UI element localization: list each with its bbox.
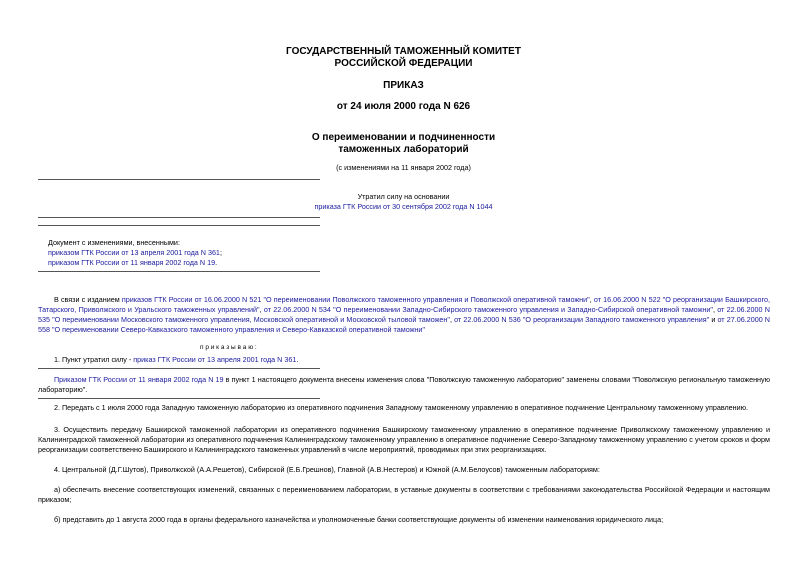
document-subject-line-1: О переименовании и подчиненности	[311, 132, 496, 143]
amendment-comment: Приказом ГТК России от 11 января 2002 года N 19 в пункт 1 настоящего документа внесены изменения слова "Поволжскую таможенную лабораторию" заменены словами "Поволжскую региональную таможенную лабораторию".	[38, 375, 770, 394]
divider	[38, 368, 320, 369]
item-1-link[interactable]: приказ ГТК России от 13 апреля 2001 года N 361	[133, 355, 297, 364]
item-1: 1. Пункт утратил силу - приказ ГТК России от 13 апреля 2001 года N 361.	[54, 355, 299, 364]
order-link-522[interactable]: от 16.06.2000 N 522 "О реорганизации Башкирского, Татарского, Приволжского и Уральского таможенных управлений"	[38, 295, 770, 314]
order-link-521[interactable]: приказов ГТК России от 16.06.2000 N 521 "О переименовании Поволжского таможенного управления и Поволжской оперативной таможни"	[121, 295, 590, 304]
divider	[38, 398, 320, 399]
item-2: 2. Передать с 1 июля 2000 года Западную таможенную лабораторию из оперативного подчинения Западному таможенному управлению в оперативное подчинение Центральному таможенному управлению.	[54, 403, 749, 412]
order-link-534[interactable]: от 22.06.2000 N 534 "О переименовании Западно-Сибирского таможенного управления и Западно-Сибирской оперативной таможни"	[263, 305, 713, 314]
item-4b: б) представить до 1 августа 2000 года в органы федерального казначейства и уполномоченные банки соответствующие документы об изменении наименования юридического лица;	[54, 515, 664, 524]
order-word: п р и к а з ы в а ю :	[200, 344, 257, 351]
order-link-558[interactable]: от 27.06.2000 N 558 "О переименовании Северо-Кавказского таможенного управления и Северо-Кавказской оперативной таможни"	[38, 315, 770, 334]
order-link-535[interactable]: от 22.06.2000 N 535 "О переименовании Московского таможенного управления, Московской оперативной и Московской тыловой таможен"	[38, 305, 770, 324]
amendment-item	[48, 258, 217, 267]
item-3: 3. Осуществить передачу Башкирской таможенной лаборатории из оперативного подчинения Башкирскому таможенному управлению в оперативное подчинение Приволжскому таможенному управлению и Калининградской таможенной лаборатории из оперативного подчинения Калининградскому таможенному управлению в оперативное подчинение Северо-Западному таможенному управлению с учетом сроков и форм реорганизации соответственно Башкирского и Калининградского таможенных управлений в числе мероприятий, проводимых при этих реорганизациях.	[38, 425, 770, 454]
issuer-line-1: ГОСУДАРСТВЕННЫЙ ТАМОЖЕННЫЙ КОМИТЕТ	[286, 46, 521, 57]
item-4a: а) обеспечить внесение соответствующих изменений, связанных с переименованием лаборатории, в уставные документы в соответствии с требованиями законодательства Российской Федерации и настоящим приказом;	[38, 485, 770, 504]
amendment-sep-1: ;	[219, 248, 222, 257]
amendment-sep-2: .	[215, 258, 218, 267]
divider	[38, 179, 320, 180]
void-notice-text: Утратил силу на основании	[357, 192, 450, 201]
issuer-line-2: РОССИЙСКОЙ ФЕДЕРАЦИИ	[334, 58, 473, 69]
order-link-536[interactable]: от 22.06.2000 N 536 "О реорганизации Западного таможенного управления"	[454, 315, 710, 324]
amendment-note: (с изменениями на 11 января 2002 года)	[336, 163, 471, 172]
document-subject-line-2: таможенных лабораторий	[338, 144, 469, 155]
amendment-item	[48, 248, 222, 257]
document-date: от 24 июля 2000 года N 626	[336, 101, 471, 112]
divider	[38, 225, 320, 226]
divider	[38, 271, 320, 272]
amendment-comment-link[interactable]: Приказом ГТК России от 11 января 2002 года N 19	[54, 375, 224, 384]
divider	[38, 217, 320, 218]
item-4: 4. Центральной (Д.Г.Шутов), Приволжской (А.А.Решетов), Сибирской (Е.Б.Грешнов), Главной (А.В.Нестеров) и Южной (А.М.Белоусов) таможенным лабораториям:	[54, 465, 600, 474]
void-notice-link[interactable]: приказа ГТК России от 30 сентября 2002 года N 1044	[314, 202, 493, 211]
amendment-link-1[interactable]: приказом ГТК России от 13 апреля 2001 года N 361	[48, 248, 220, 257]
document-type: ПРИКАЗ	[383, 80, 424, 91]
preamble-paragraph: В связи с изданием приказов ГТК России от 16.06.2000 N 521 "О переименовании Поволжского таможенного управления и Поволжской оперативной таможни", от 16.06.2000 N 522 "О реорганизации Башкирского, Татарского, Приволжского и Уральского таможенных управлений", от 22.06.2000 N 534 "О переименовании Западно-Сибирского таможенного управления и Западно-Сибирской оперативной таможни", от 22.06.2000 N 535 "О переименовании Московского таможенного управления, Московской оперативной и Московской тыловой таможен", от 22.06.2000 N 536 "О реорганизации Западного таможенного управления" и от 27.06.2000 N 558 "О переименовании Северо-Кавказского таможенного управления и Северо-Кавказской оперативной таможни"	[38, 295, 770, 334]
amendments-intro: Документ с изменениями, внесенными:	[48, 238, 180, 247]
amendment-link-2[interactable]: приказом ГТК России от 11 января 2002 года N 19	[48, 258, 216, 267]
